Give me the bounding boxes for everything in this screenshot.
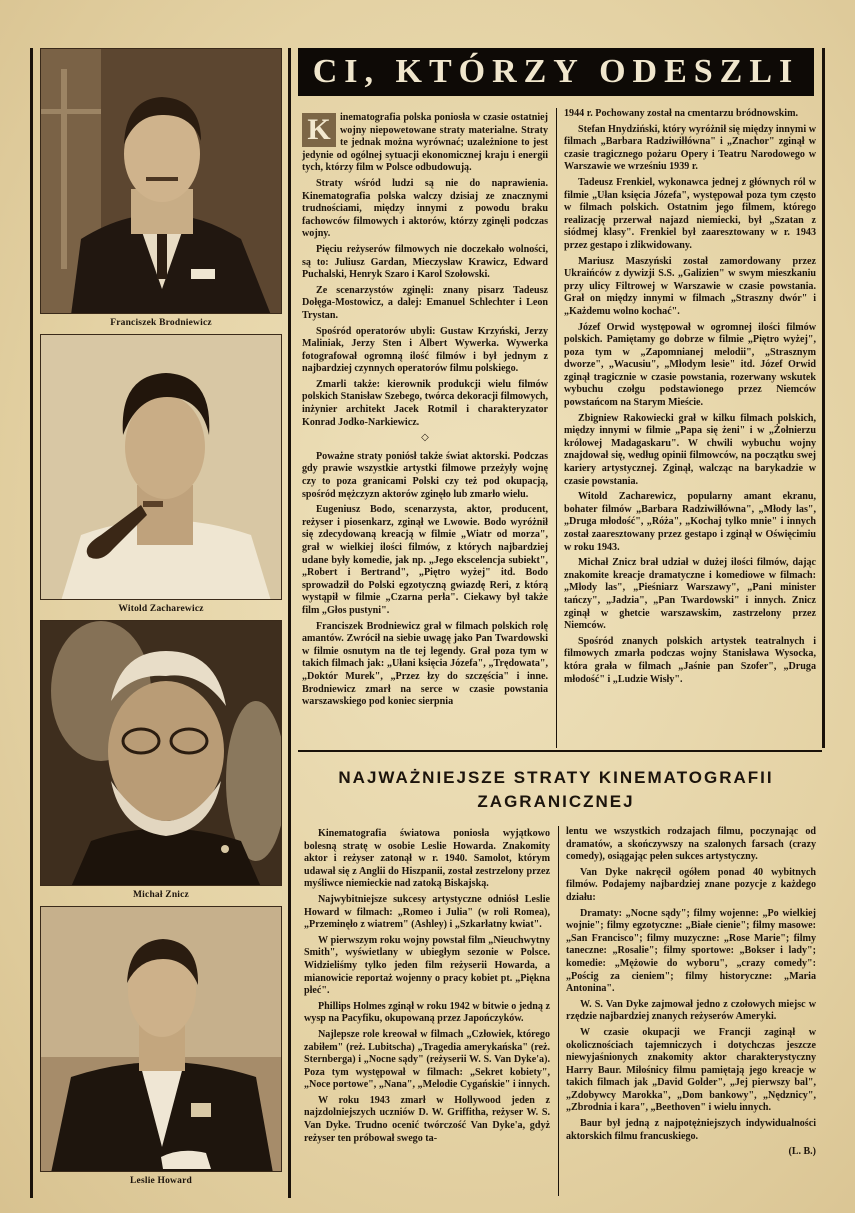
text-column-rule: [556, 108, 557, 748]
paragraph: Straty wśród ludzi są nie do naprawienia. Kinematografia polska walczy dzisiaj ze znacznymi trudnościami, między innymi z powodu braku fachowców filmowych i aktorów, którzy zginęli podczas wojny.: [302, 177, 548, 240]
paragraph: Józef Orwid występował w ogromnej ilości filmów polskich. Pamiętamy go dobrze w filmie „Piętro wyżej", poza tym w „Zapomnianej melodii", „Strasznym dworze", „Wacusiu", „Młodym lesie" itd. Józef Orwid zginął tragicznie w czasie powstania, rozerwany wskutek wybuchu czołgu podstawionego przez Niemców powstańcom na Starym Mieście.: [564, 321, 816, 409]
paragraph: lentu we wszystkich rodzajach filmu, poczynając od dramatów, a skończywszy na szalonych farsach (crazy comedy), osiągając pełen sukces artystyczny.: [566, 826, 816, 863]
portrait-photo-1: [40, 48, 282, 314]
right-rule: [822, 48, 825, 748]
article-column-2: [564, 108, 816, 689]
paragraph: Baur był jedną z najpotężniejszych indywidualności aktorskich filmu francuskiego.: [566, 1118, 816, 1142]
paragraph: Michał Znicz brał udział w dużej ilości filmów, dając znakomite kreacje dramatyczne i komediowe w filmach: „Młody las", „Pieśniarz Warszawy", „Pani minister tańczy", „Jadzia", „Pan Twardowski" i innych. Znicz zginął w ghetcie warszawskim, zastrzelony przez Niemców.: [564, 557, 816, 632]
photo-caption-4: Leslie Howard: [130, 1176, 192, 1186]
column-rule: [288, 48, 291, 1198]
section-column-1: [304, 828, 550, 1148]
article-title: CI, KTÓRZY ODESZLI: [298, 48, 814, 96]
drop-cap: K: [302, 113, 336, 147]
paragraph: Spośród operatorów ubyli: Gustaw Krzyński, Jerzy Maliniak, Jerzy Sten i Albert Wywerka. Wywerka fotografował ogromną ilość filmów i był jednym z najbardziej czynnych operatorów filmu polskiego.: [302, 325, 548, 375]
text-column-rule-lower: [558, 826, 559, 1196]
paragraph: Van Dyke nakręcił ogółem ponad 40 wybitnych filmów. Podajemy najbardziej znane pozycje z każdego działu:: [566, 866, 816, 903]
paragraph: Phillips Holmes zginął w roku 1942 w bitwie o jedną z wysp na Pacyfiku, okupowaną przez Japończyków.: [304, 1000, 550, 1025]
section-heading-line-2: ZAGRANICZNEJ: [477, 792, 635, 811]
paragraph: Franciszek Brodniewicz grał w filmach polskich rolę amantów. Zwrócił na siebie uwagę jako Pan Twardowski w filmie osnutym na tle tej legendy. Grał poza tym w takich filmach jak: „Ułani księcia Józefa", „Trędowata", „Doktór Murek", „Przez łzy do szczęścia" i inne. Brodniewicz zmarł na serce w czasie powstania warszawskiego pod koniec sierpnia: [302, 620, 548, 708]
paragraph: Witold Zacharewicz, popularny amant ekranu, bohater filmów „Barbara Radziwiłłówna", „Młody las", „Druga młodość", „Róża", „Kochaj tylko mnie" i innych został zaaresztowany przez gestapo i zginął w Oświęcimiu w roku 1943.: [564, 491, 816, 553]
left-rule: [30, 48, 33, 1198]
paragraph: Ze scenarzystów zginęli: znany pisarz Tadeusz Dołęga-Mostowicz, a dalej: Emanuel Schlechter i Leon Trystan.: [302, 284, 548, 321]
paragraph: Zbigniew Rakowiecki grał w kilku filmach polskich, między innymi w filmie „Papa się żeni" i w „Żołnierzu królowej Madagaskaru". W chwili wybuchu wojny znajdował się, według opinii filmowców, na początku swej kariery artystycznej. Zginął, walcząc na barykadzie w czasie powstania.: [564, 412, 816, 487]
paragraph: Najwybitniejsze sukcesy artystyczne odniósł Leslie Howard w filmach: „Romeo i Julia" (w roli Romea), „Przeminęło z wiatrem" (Ashley) i „Szkarłatny kwiat".: [304, 893, 550, 931]
paragraph: Pięciu reżyserów filmowych nie doczekało wolności, są to: Juliusz Gardan, Mieczysław Krawicz, Edward Puchalski, Henryk Szaro i Karol Szołowski.: [302, 243, 548, 281]
article-column-1: [302, 112, 548, 712]
diamond-divider: ◇: [421, 432, 429, 444]
author-signature: (L. B.): [788, 1146, 816, 1158]
paragraph: W pierwszym roku wojny powstał film „Nieuchwytny Smith", wyświetlany w ubiegłym sezonie w Polsce. Widzieliśmy tylko jeden film reżyserii Howarda, a mianowicie reportaż wojenny o pracy kobiet pt. „Piękna płeć".: [304, 934, 550, 997]
section-heading: [298, 766, 814, 814]
paragraph: Zmarli także: kierownik produkcji wielu filmów polskich Stanisław Szebego, twórca dekoracji filmowych, inżynier architekt Jacek Rotmil i charakteryzator Konrad Jodko-Narkiewicz.: [302, 378, 548, 428]
paragraph: Poważne straty poniósł także świat aktorski. Podczas gdy prawie wszystkie artystki filmowe przeżyły wojnę czy to poza granicami Polski czy też pod okupacją, spośród mężczyzn aktorów zginęło lub zmarło wielu.: [302, 450, 548, 500]
portrait-photo-3: [40, 620, 282, 886]
paragraph: W. S. Van Dyke zajmował jedno z czołowych miejsc w rzędzie najbardziej znanych reżyserów Ameryki.: [566, 998, 816, 1023]
section-heading-line-1: NAJWAŻNIEJSZE STRATY KINEMATOGRAFII: [338, 768, 774, 787]
paragraph: Dramaty: „Nocne sądy"; filmy wojenne: „Po wielkiej wojnie"; filmy egzotyczne: „Białe cienie"; filmy masowe: „San Francisco"; filmy muzyczne: „Rose Marie"; filmy taneczne: „Rosalie"; filmy sportowe: „Bokser i lady"; komedie: „Mężowie do wyboru", „crazy comedy": „Pościg za cieniem"; filmy historyczne: „Maria Antonina".: [566, 907, 816, 995]
paragraph: W roku 1943 zmarł w Hollywood jeden z najzdolniejszych uczniów D. W. Griffitha, reżyser W. S. Van Dyke. Trudno ocenić twórczość Van Dyke'a, gdyż reżyser ten próbował swego ta-: [304, 1094, 550, 1144]
photo-caption-2: Witold Zacharewicz: [118, 604, 204, 614]
portrait-photo-2: [40, 334, 282, 600]
paragraph: Kinematografia światowa poniosła wyjątkowo bolesną stratę w osobie Leslie Howarda. Znakomity aktor i reżyser zatonął w r. 1940. Samolot, którym udawał się z Anglii do Hiszpanii, został zestrzelony przez myśliwce niemieckie nad zatoką Biskajską.: [304, 828, 550, 890]
paragraph: Spośród znanych polskich artystek teatralnych i filmowych zmarła podczas wojny Stanisława Wysocka, która grała w filmach „Jaśnie pan Szofer", „Druga młodość" i „Ludzie Wisły".: [564, 635, 816, 685]
paragraph: W czasie okupacji we Francji zaginął w okolicznościach tajemniczych i dotychczas jeszcze niewyjaśnionych znakomity aktor charakterystyczny Harry Baur. Miłośnicy filmu pamiętają jego kreacje w takich filmach jak „David Golder", „Jej pierwszy bal", „Zdobywcy Marokka", „Dom bankowy", „Nędznicy", „Zbrodnia i kara", „Beethoven" i wielu innych.: [566, 1026, 816, 1114]
paragraph: Mariusz Maszyński został zamordowany przez Ukraińców z dywizji S.S. „Galizien" w swym mieszkaniu przy ulicy Filtrowej w Warszawie w czasie powstania. Grał on między innymi w filmach „Straszny dwór" i „Każdemu wolno kochać".: [564, 255, 816, 317]
section-column-2: [566, 826, 816, 1159]
paragraph: K inematografia polska poniosła w czasie ostatniej wojny niepowetowane straty materialne. Straty te jednak można wyrównać; uzależnione to jest jedynie od ogólnej sytuacji ekonomicznej kraju i energii tych, którzy film w Polsce odbudowują.: [302, 112, 548, 174]
photo-caption-3: Michał Znicz: [133, 890, 189, 900]
photo-caption-1: Franciszek Brodniewicz: [110, 318, 212, 328]
paragraph: 1944 r. Pochowany został na cmentarzu bródnowskim.: [564, 108, 799, 119]
section-rule: [298, 750, 822, 752]
paragraph: Eugeniusz Bodo, scenarzysta, aktor, producent, reżyser i piosenkarz, zginął we Lwowie. Bodo wyróżnił się zdecydowaną kreacją w filmie „Wiatr od morza", grał w wielkiej ilości filmów, z których najbardziej udane były komedie, jak np. „Jego ekscelencja subiekt", „Robert i Bertrand", „Piętro wyżej" itd. Bodo sprowadził do Polski egzotyczną gwiazdę Reri, z którą wystąpił w filmie „Czarna perła". Ciekawy był także film „Głos pustyni".: [302, 504, 548, 616]
paragraph: Stefan Hnydziński, który wyróżnił się między innymi w filmach „Barbara Radziwiłłówna" i „Znachor" zginął w czasie tragicznego pożaru Opery i Teatru Narodowego w Warszawie we wrześniu 1939 r.: [564, 123, 816, 173]
paragraph: Tadeusz Frenkiel, wykonawca jednej z głównych ról w filmie „Ułan księcia Józefa", występował poza tym często w filmach polskich. Ostatnim jego filmem, którego realizację przerwał najazd niemiecki, był „Szatan z siódmej klasy". Frenkiel był zaaresztowany w r. 1943 przez gestapo i zlikwidowany.: [564, 176, 816, 251]
paragraph: Najlepsze role kreował w filmach „Człowiek, którego zabiłem" (reż. Lubitscha) „Tragedia amerykańska" (reż. Sternberga) i „Nocne sądy" (reżyserii W. S. Van Dyke'a). Poza tym występował w filmach: „Sekret kobiety", „Noce portowe", „Nana", „Melodie Cygańskie" i innych.: [304, 1028, 550, 1091]
portrait-photo-4: [40, 906, 282, 1172]
